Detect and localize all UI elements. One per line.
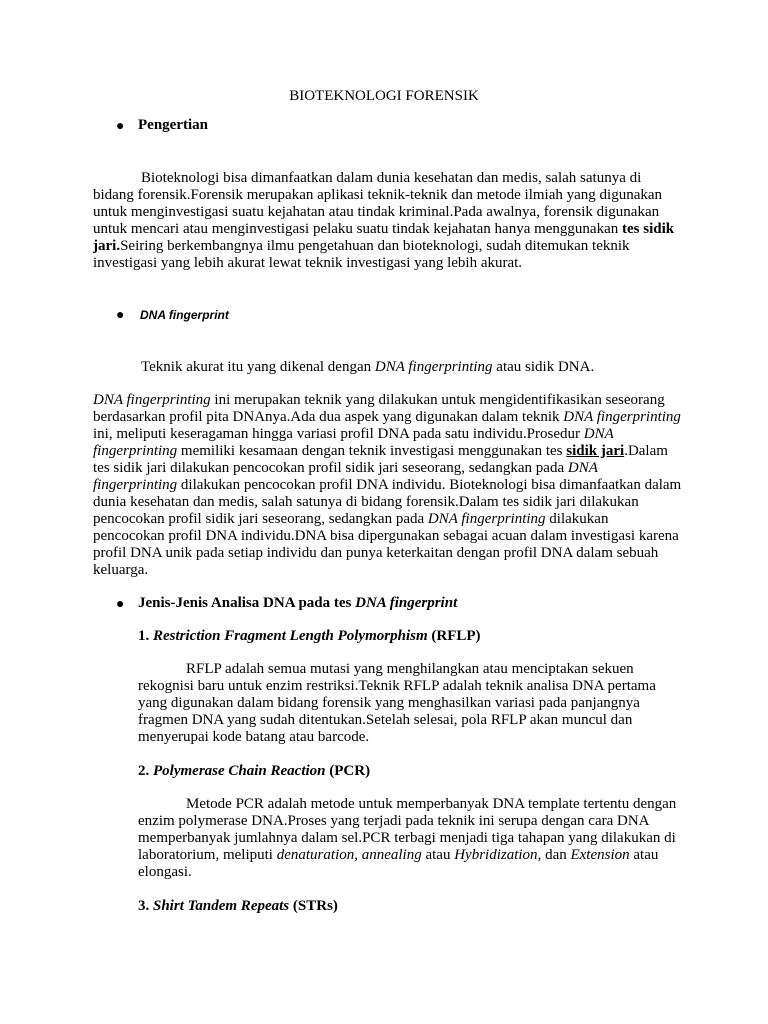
section-heading-jenis-analisa: Jenis-Jenis Analisa DNA pada tes DNA fingerprint (138, 595, 458, 611)
paragraph-teknik-akurat: Teknik akurat itu yang dikenal dengan DNA fingerprinting atau sidik DNA. (141, 359, 595, 375)
subheading-pcr: 2. Polymerase Chain Reaction (PCR) (138, 763, 371, 779)
bullet-icon: ● (116, 119, 125, 134)
section-heading-dna-fingerprint: DNA fingerprint (140, 308, 229, 322)
subheading-str: 3. Shirt Tandem Repeats (STRs) (138, 898, 338, 914)
paragraph-dna-fingerprinting: DNA fingerprinting ini merupakan teknik yang dilakukan untuk mengidentifikasikan seseorang berdasarkan profil pita DNAnya.Ada dua aspek yang digunakan dalam teknik DNA fingerprinting ini, meliputi keseragaman hingga variasi profil DNA pada satu individu.Prosedur DNA fingerprinting memiliki kesamaan dengan teknik investigasi menggunakan tes sidik jari.Dalam tes sidik jari dilakukan pencocokan profil sidik jari seseorang, sedangkan pada DNA fingerprinting dilakukan pencocokan profil DNA individu. Bioteknologi bisa dimanfaatkan dalam dunia kesehatan dan medis, salah satunya di bidang forensik.Dalam tes sidik jari dilakukan pencocokan profil sidik jari seseorang, sedangkan pada DNA fingerprinting dilakukan pencocokan profil DNA individu.DNA bisa dipergunakan sebagai acuan dalam investigasi karena profil DNA unik pada setiap individu dan punya keterkaitan dengan profil DNA dalam sebuah keluarga. (93, 392, 682, 578)
underlined-term: sidik jari (566, 443, 625, 459)
paragraph-pengertian: Bioteknologi bisa dimanfaatkan dalam dunia kesehatan dan medis, salah satunya di bidang forensik.Forensik merupakan aplikasi teknik-teknik dan metode ilmiah yang digunakan untuk menginvestigasi suatu kejahatan atau tindak kriminal.Pada awalnya, forensik digunakan untuk mencari atau menginvestigasi pelaku suatu tindak kejahatan hanya menggunakan tes sidik jari.Seiring berkembangnya ilmu pengetahuan dan bioteknologi, sudah ditemukan teknik investigasi yang lebih akurat lewat teknik investigasi yang lebih akurat. (93, 170, 675, 271)
bullet-icon: ● (116, 308, 125, 323)
paragraph-rflp: RFLP adalah semua mutasi yang menghilangkan atau menciptakan sekuen rekognisi baru untuk enzim restriksi.Teknik RFLP adalah teknik analisa DNA pertama yang digunakan dalam bidang forensik yang menghasilkan variasi pada panjangnya fragmen DNA yang sudah ditentukan.Setelah selesai, pola RFLP akan muncul dan menyerupai kode batang atau barcode. (138, 661, 656, 745)
subheading-rflp: 1. Restriction Fragment Length Polymorphism (RFLP) (138, 628, 481, 644)
document-title: BIOTEKNOLOGI FORENSIK (289, 88, 479, 104)
bullet-icon: ● (116, 597, 125, 612)
bold-term: tes sidik jari. (93, 221, 675, 254)
paragraph-pcr: Metode PCR adalah metode untuk memperbanyak DNA template tertentu dengan enzim polymerase DNA.Proses yang terjadi pada teknik ini serupa dengan cara DNA memperbanyak jumlahnya dalam sel.PCR terbagi menjadi tiga tahapan yang dilakukan di laboratorium, meliputi denaturation, annealing atau Hybridization, dan Extension atau elongasi. (138, 796, 677, 880)
section-heading-pengertian: Pengertian (138, 117, 208, 133)
